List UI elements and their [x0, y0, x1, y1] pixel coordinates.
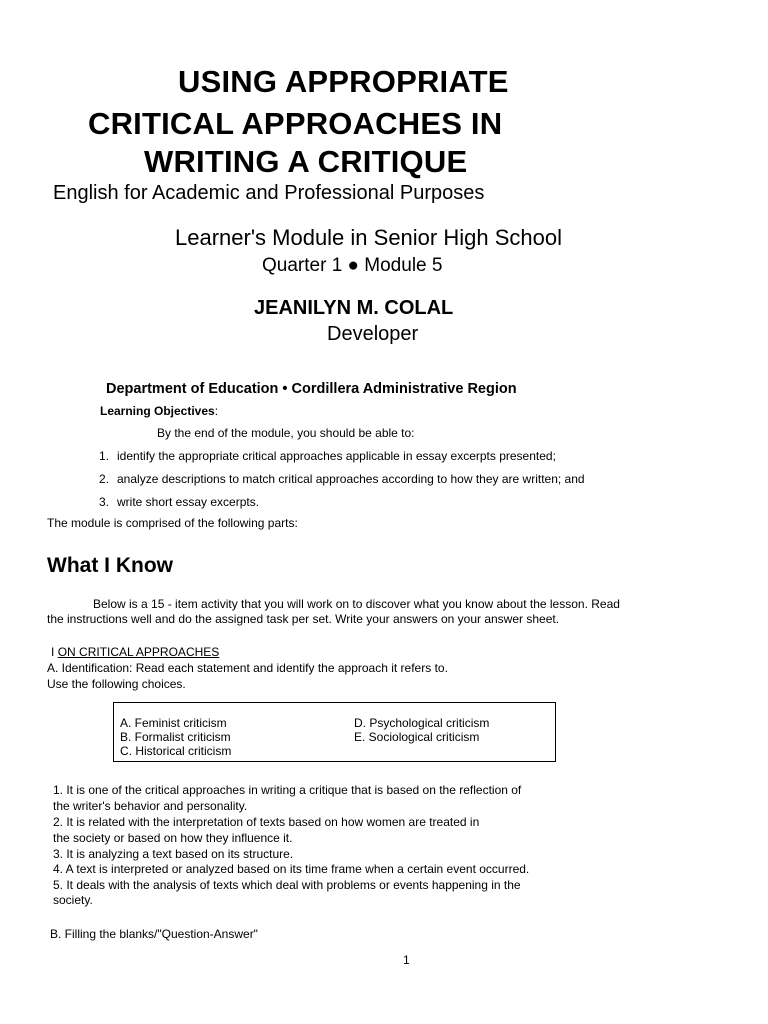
objective-text: identify the appropriate critical approaches applicable in essay excerpts presented;	[117, 449, 556, 463]
choice-c: C. Historical criticism	[120, 744, 232, 758]
title-line-1: USING APPROPRIATE	[178, 64, 509, 99]
what-i-know-heading: What I Know	[47, 554, 173, 577]
question-line: society.	[53, 893, 93, 907]
objective-text: analyze descriptions to match critical approaches according to how they are written; and	[117, 472, 585, 486]
author-name: JEANILYN M. COLAL	[254, 297, 454, 319]
choices-box	[113, 702, 556, 762]
objective-item	[99, 449, 556, 464]
part-b-line: B. Filling the blanks/"Question-Answer"	[50, 927, 258, 941]
question-line: 5. It deals with the analysis of texts which deal with problems or events happening in the	[53, 878, 521, 892]
objective-number: 2.	[99, 472, 110, 486]
parts-line: The module is comprised of the following parts:	[47, 516, 298, 530]
part-a-line-2: Use the following choices.	[47, 677, 186, 691]
objective-number: 1.	[99, 449, 110, 463]
question-line: 4. A text is interpreted or analyzed based on its time frame when a certain event occurred.	[53, 862, 530, 876]
intro-line-1: Below is a 15 - item activity that you will work on to discover what you know about the lesson. Read	[93, 597, 620, 611]
choice-d: D. Psychological criticism	[354, 716, 490, 730]
objective-item	[99, 495, 259, 510]
department-line: Department of Education • Cordillera Administrative Region	[106, 381, 517, 397]
learning-objectives-label	[100, 404, 218, 419]
quarter-line: Quarter 1 ● Module 5	[262, 255, 443, 276]
objective-item	[99, 472, 585, 487]
question-line: 2. It is related with the interpretation of texts based on how women are treated in	[53, 815, 480, 829]
question-line: 1. It is one of the critical approaches in writing a critique that is based on the reflection of	[53, 783, 522, 797]
objective-text: write short essay excerpts.	[117, 495, 260, 509]
learning-objectives-title: Learning Objectives	[100, 404, 215, 418]
choice-b: B. Formalist criticism	[120, 730, 231, 744]
title-line-2: CRITICAL APPROACHES IN	[88, 106, 503, 141]
subtitle: English for Academic and Professional Purposes	[53, 182, 485, 204]
intro-line-2: the instructions well and do the assigned task per set. Write your answers on your answer sheet.	[47, 612, 560, 626]
choice-e: E. Sociological criticism	[354, 730, 480, 744]
learning-objectives-colon: :	[214, 404, 219, 418]
section-number: I	[51, 645, 55, 659]
section-heading	[51, 645, 219, 660]
choice-a: A. Feminist criticism	[120, 716, 227, 730]
question-line: 3. It is analyzing a text based on its structure.	[53, 847, 294, 861]
objective-number: 3.	[99, 495, 110, 509]
objectives-intro: By the end of the module, you should be able to:	[157, 426, 415, 440]
part-a-line-1: A. Identification: Read each statement and identify the approach it refers to.	[47, 661, 448, 675]
page-number: 1	[403, 953, 410, 967]
module-line: Learner's Module in Senior High School	[175, 225, 562, 250]
question-line: the society or based on how they influence it.	[53, 831, 293, 845]
question-line: the writer's behavior and personality.	[53, 799, 248, 813]
author-role: Developer	[327, 323, 419, 345]
section-title: ON CRITICAL APPROACHES	[57, 645, 220, 659]
title-line-3: WRITING A CRITIQUE	[144, 144, 468, 179]
